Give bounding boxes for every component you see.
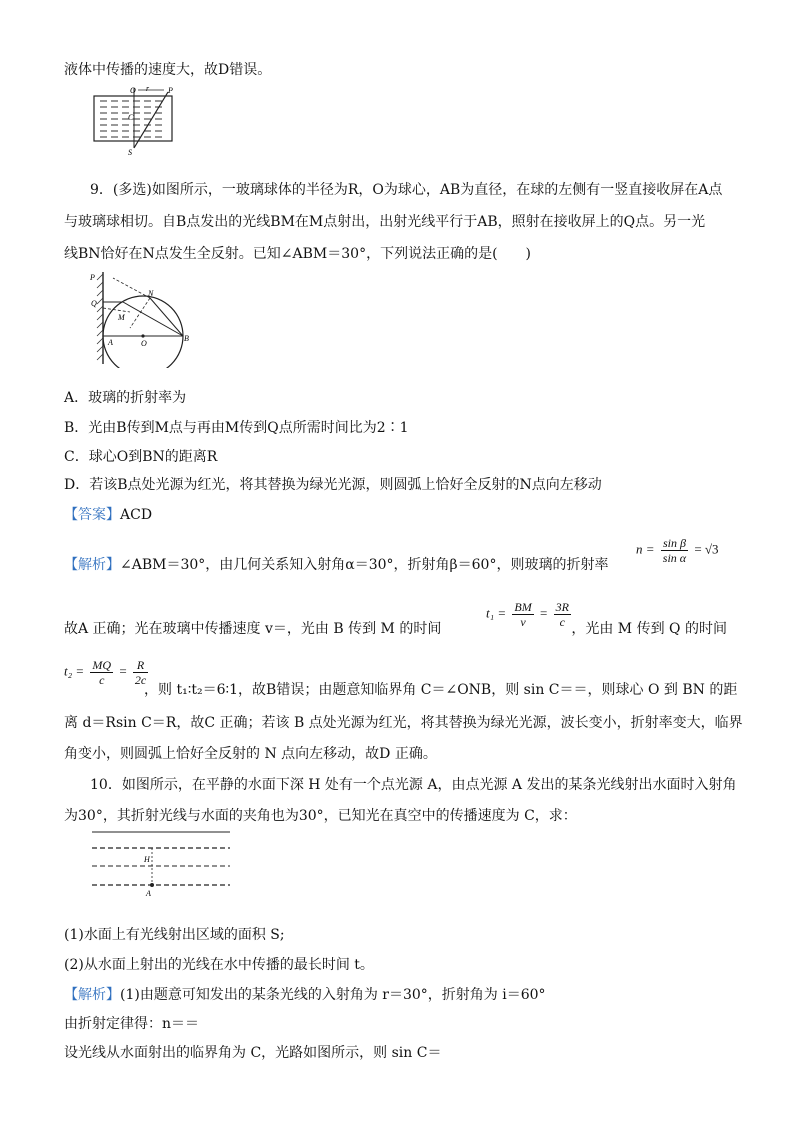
analysis-line5: 角变小，则圆弧上恰好全反射的 N 点向左移动，故D 正确。 <box>64 746 437 762</box>
question-10-part1: (1)水面上有光线射出区域的面积 S; <box>64 927 285 943</box>
label-B: B <box>184 334 189 343</box>
analysis-10-tag: 【解析】 <box>64 987 120 1003</box>
question-9-line1: 9．(多选)如图所示，一玻璃球体的半径为R，O为球心，AB为直径，在球的左侧有一竖直接收屏在A点 <box>90 182 723 198</box>
analysis-line2: 故A 正确；光在玻璃中传播速度 v＝，光由 B 传到 M 的时间 ，光由 M 传到 Q 的时间 <box>64 621 727 637</box>
option-d: D．若该B点处光源为红光，将其替换为绿光光源，则圆弧上恰好全反射的N点向左移动 <box>64 477 602 493</box>
label-P: P <box>168 86 173 95</box>
label-S: S <box>128 148 132 157</box>
label-Q: Q <box>91 299 97 308</box>
label-O: O <box>130 86 136 95</box>
question-9-line3: 线BN恰好在N点发生全反射。已知∠ABM＝30°，下列说法正确的是( ) <box>64 246 531 262</box>
figure-water-container <box>86 84 186 158</box>
figure-water-surface <box>90 826 240 906</box>
label-P: P <box>90 273 95 282</box>
option-a: A．玻璃的折射率为 <box>64 390 187 406</box>
figure-glass-sphere <box>88 268 200 368</box>
analysis-line3: ，则 t₁∶t₂＝6∶1，故B错误；由题意知临界角 C＝∠ONB，则 sin C＝＝，则球心 O 到 BN 的距 <box>144 682 738 698</box>
answer-line <box>64 505 152 525</box>
analysis-10-line2: 由折射定律得：n＝＝ <box>64 1016 200 1032</box>
label-N: N <box>148 289 154 298</box>
analysis-10-line1: 【解析】(1)由题意可知发出的某条光线的入射角为 r＝30°，折射角为 i＝60° <box>64 987 546 1003</box>
label-r: r <box>146 84 150 93</box>
label-A: A <box>108 338 113 347</box>
question-10-part2: (2)从水面上射出的光线在水中传播的最长时间 t。 <box>64 957 374 973</box>
answer-tag: 【答案】 <box>64 507 120 523</box>
option-b: B．光由B传到M点与再由M传到Q点所需时间比为2∶1 <box>64 420 409 436</box>
answer-value: ACD <box>120 507 153 523</box>
label-A: A <box>146 889 151 898</box>
label-O: O <box>141 339 147 348</box>
analysis-tag: 【解析】 <box>64 557 120 573</box>
question-10-line1: 10．如图所示，在平静的水面下深 H 处有一个点光源 A，由点光源 A 发出的某条光线射出水面时入射角 <box>90 777 737 793</box>
option-c: C．球心O到BN的距离R <box>64 449 218 465</box>
question-9-line2: 与玻璃球相切。自B点发出的光线BM在M点射出，出射光线平行于AB，照射在接收屏上的Q点。另一光 <box>64 214 706 230</box>
label-M: M <box>118 313 125 322</box>
analysis-line4: 离 d＝Rsin C＝R，故C 正确；若该 B 点处光源为红光，将其替换为绿光光源，波长变小，折射率变大，临界 <box>64 715 743 731</box>
question-10-line2: 为30°，其折射光线与水面的夹角也为30°，已知光在真空中的传播速度为 C，求： <box>64 808 577 824</box>
text-line: 液体中传播的速度大，故D错误。 <box>64 62 272 78</box>
formula-t1: t₁ = $\frac{BM}{v}$ = $\frac{3R}{c}$ <box>486 600 569 629</box>
formula-refractive-index: n = $\frac{\text{sin β}}{\text{sin α}}$ = √3 <box>636 536 719 565</box>
formula-t2: t₂ = $\frac{MQ}{c}$ = $\frac{R}{2c}$ <box>64 658 147 687</box>
label-H: H <box>144 855 150 864</box>
analysis-line1: 【解析】∠ABM＝30°，由几何关系知入射角α＝30°，折射角β＝60°，则玻璃的折射率 <box>64 557 609 573</box>
label-C: C <box>128 113 134 122</box>
analysis-10-line3: 设光线从水面射出的临界角为 C，光路如图所示，则 sin C＝ <box>64 1045 442 1061</box>
